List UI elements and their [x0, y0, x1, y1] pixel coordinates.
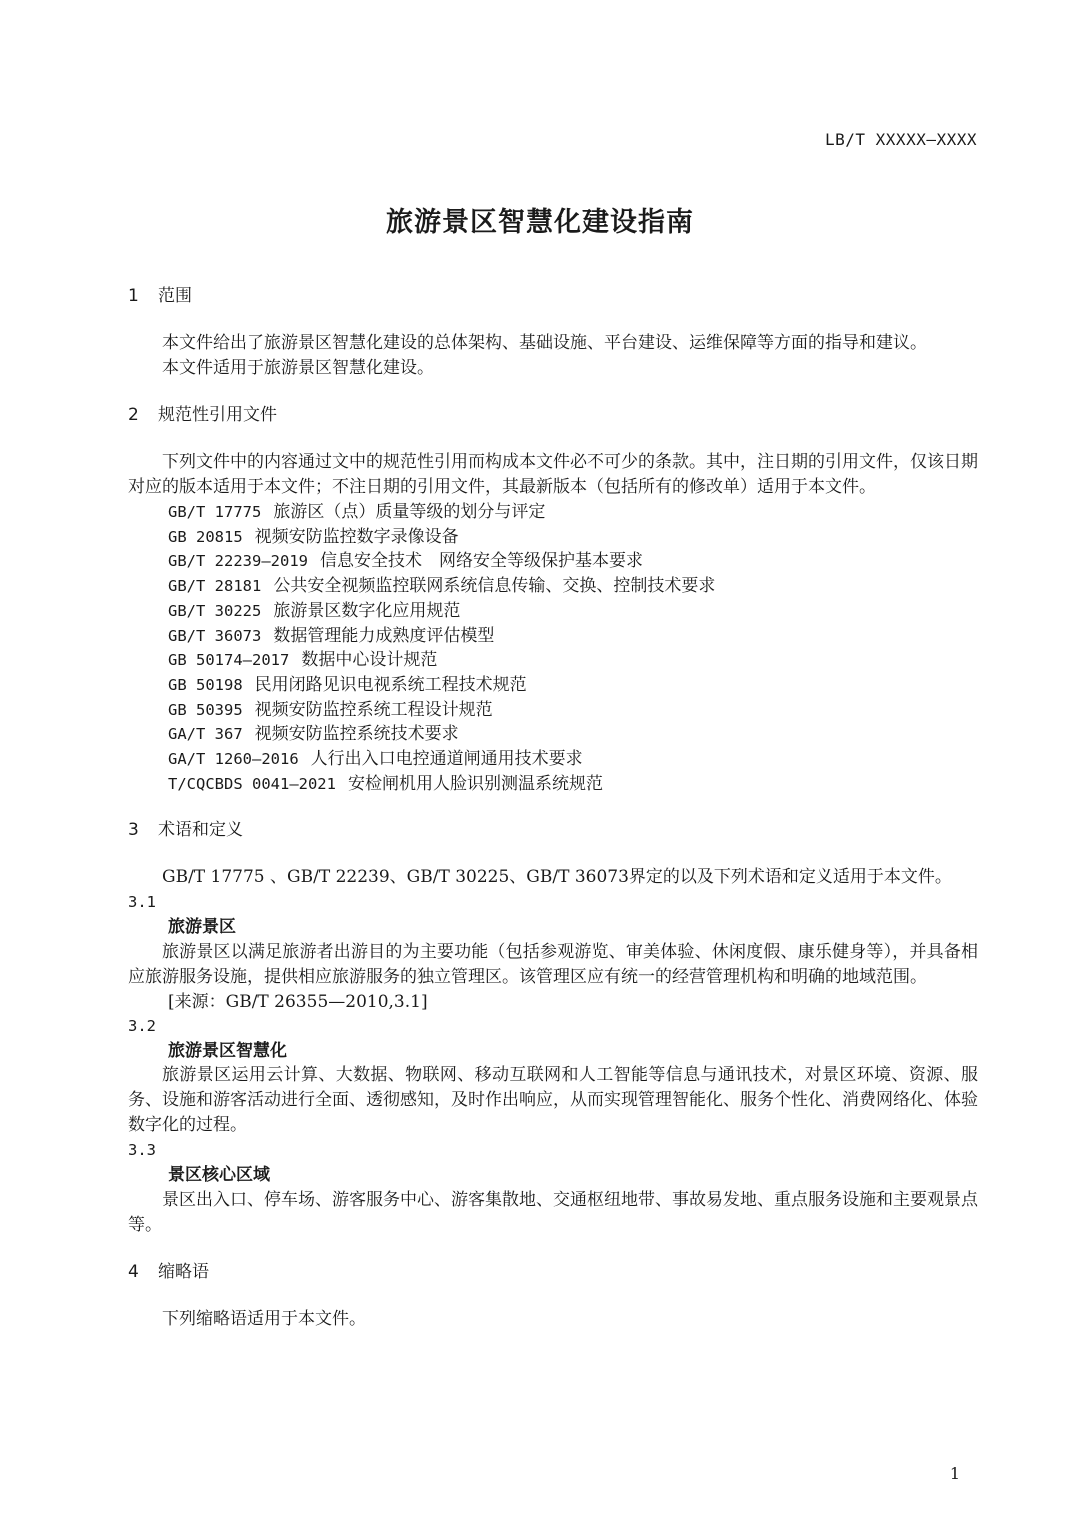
- document-title: 旅游景区智慧化建设指南: [386, 207, 694, 238]
- term-number: 3.1: [128, 893, 156, 912]
- reference-item: [128, 722, 978, 747]
- term-definition: 旅游景区以满足旅游者出游目的为主要功能（包括参观游览、审美体验、休闲度假、康乐健身等），并具备相应旅游服务设施，提供相应旅游服务的独立管理区。该管理区应有统一的经营管理机构和明确的地域范围。: [128, 941, 978, 987]
- section-number: 4: [128, 1261, 139, 1282]
- reference-name: 安检闸机用人脸识别测温系统规范: [347, 773, 603, 794]
- reference-code: GB/T 30225: [168, 601, 262, 620]
- reference-item: [128, 500, 978, 525]
- paragraph: GB/T 17775 、GB/T 22239、GB/T 30225、GB/T 36073界定的以及下列术语和定义适用于本文件。: [162, 867, 952, 888]
- reference-code: GB/T 22239—2019: [168, 552, 308, 571]
- reference-code: GB/T 36073: [168, 626, 262, 645]
- section-heading: [128, 818, 978, 843]
- reference-item: [128, 599, 978, 624]
- reference-code: GB/T 28181: [168, 577, 262, 596]
- section-number: 3: [128, 820, 139, 841]
- section-title: 术语和定义: [158, 820, 243, 841]
- term-entry: [128, 890, 978, 1014]
- reference-name: 视频安防监控系统技术要求: [254, 724, 459, 745]
- reference-name: 信息安全技术 网络安全等级保护基本要求: [319, 551, 643, 572]
- reference-name: 视频安防监控系统工程设计规范: [254, 699, 493, 720]
- reference-item: [128, 525, 978, 550]
- section-title: 范围: [158, 286, 192, 306]
- term-entry: [128, 1014, 978, 1138]
- reference-item: [128, 574, 978, 599]
- reference-code: GB/T 17775: [168, 503, 262, 521]
- reference-item: [128, 747, 978, 772]
- paragraph: 下列缩略语适用于本文件。: [162, 1308, 366, 1329]
- reference-code: GA/T 367: [168, 725, 243, 744]
- reference-item: [128, 648, 978, 673]
- term-source: [来源：GB/T 26355—2010,3.1]: [168, 991, 428, 1012]
- reference-item: [128, 698, 978, 723]
- reference-name: 旅游区（点）质量等级的划分与评定: [273, 502, 546, 522]
- term-number: 3.2: [128, 1017, 156, 1036]
- term-definition: 旅游景区运用云计算、大数据、物联网、移动互联网和人工智能等信息与通讯技术，对景区环境、资源、服务、设施和游客活动进行全面、透彻感知，及时作出响应，从而实现管理智能化、服务个性化、消费网络化、体验数字化的过程。: [128, 1065, 978, 1136]
- section-abbreviations: [128, 1260, 978, 1332]
- reference-item: [128, 624, 978, 649]
- reference-code: GB 50198: [168, 675, 243, 694]
- section-heading: [128, 403, 978, 428]
- section-scope: [128, 284, 978, 381]
- reference-code: GA/T 1260—2016: [168, 750, 299, 769]
- page-number: 1: [949, 1464, 960, 1483]
- section-title: 缩略语: [158, 1261, 209, 1282]
- term-name: 旅游景区智慧化: [168, 1040, 287, 1061]
- term-name: 旅游景区: [168, 917, 236, 938]
- paragraph: 下列文件中的内容通过文中的规范性引用而构成本文件必不可少的条款。其中，注日期的引用文件，仅该日期对应的版本适用于本文件；不注日期的引用文件，其最新版本（包括所有的修改单）适用于本文件。: [128, 452, 978, 497]
- section-title: 规范性引用文件: [158, 405, 277, 425]
- section-number: 2: [128, 405, 139, 425]
- term-number: 3.3: [128, 1141, 156, 1160]
- section-terms-definitions: [128, 818, 978, 1237]
- section-normative-references: [128, 403, 978, 796]
- reference-name: 人行出入口电控通道闸通用技术要求: [310, 749, 583, 770]
- reference-name: 数据管理能力成熟度评估模型: [273, 625, 495, 646]
- section-number: 1: [128, 286, 139, 306]
- section-heading: [128, 1260, 978, 1285]
- section-heading: [128, 284, 978, 309]
- term-definition: 景区出入口、停车场、游客服务中心、游客集散地、交通枢纽地带、事故易发地、重点服务设施和主要观景点等。: [128, 1189, 978, 1235]
- reference-code: GB 50395: [168, 700, 243, 719]
- reference-item: [128, 673, 978, 698]
- reference-code: T/CQCBDS 0041—2021: [168, 774, 336, 793]
- standard-code: LB/T XXXXX—XXXX: [825, 130, 977, 149]
- paragraph: 本文件给出了旅游景区智慧化建设的总体架构、基础设施、平台建设、运维保障等方面的指导和建议。: [162, 333, 927, 353]
- term-name: 景区核心区域: [168, 1165, 270, 1185]
- term-entry: [128, 1138, 978, 1237]
- paragraph: 本文件适用于旅游景区智慧化建设。: [162, 358, 434, 378]
- reference-item: [128, 549, 978, 574]
- reference-name: 数据中心设计规范: [301, 650, 438, 671]
- reference-name: 视频安防监控数字录像设备: [254, 526, 459, 547]
- reference-list: [128, 500, 978, 796]
- reference-name: 公共安全视频监控联网系统信息传输、交换、控制技术要求: [273, 576, 716, 597]
- document-body: [128, 284, 978, 1332]
- reference-code: GB 50174—2017: [168, 651, 290, 670]
- reference-name: 民用闭路见识电视系统工程技术规范: [254, 674, 527, 695]
- reference-code: GB 20815: [168, 527, 243, 546]
- reference-name: 旅游景区数字化应用规范: [273, 600, 461, 621]
- reference-item: [128, 772, 978, 797]
